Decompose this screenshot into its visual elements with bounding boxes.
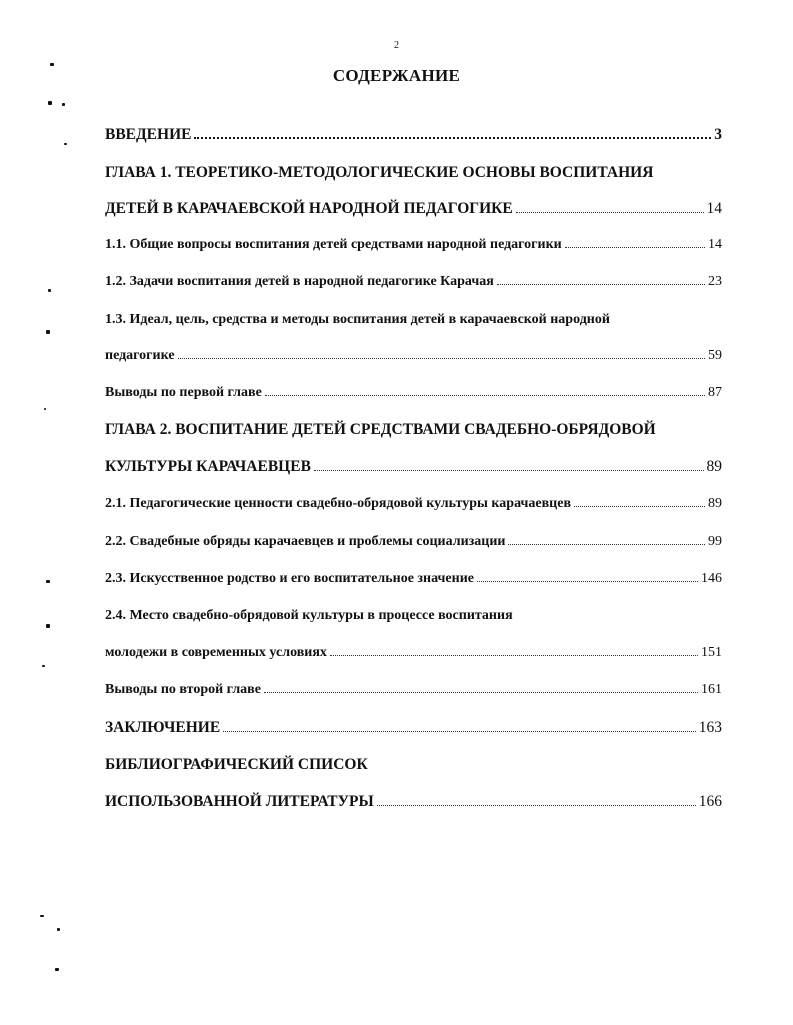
toc-entry-label: молодежи в современных условиях <box>105 645 327 660</box>
toc-entry-section-1-3 <box>105 348 722 364</box>
scan-speck <box>48 101 52 105</box>
scan-speck <box>50 63 54 66</box>
toc-entry-label: 1.2. Задачи воспитания детей в народной педагогике Карачая <box>105 274 494 289</box>
toc-page-number: 14 <box>708 237 722 252</box>
dot-leader <box>497 284 705 285</box>
scan-speck <box>57 928 60 931</box>
toc-bibliography-heading: БИБЛИОГРАФИЧЕСКИЙ СПИСОК <box>105 756 368 773</box>
scan-speck <box>42 665 45 667</box>
toc-section-1-3-heading: 1.3. Идеал, цель, средства и методы воспитания детей в карачаевской народной <box>105 312 610 327</box>
toc-entry-label: Выводы по второй главе <box>105 682 261 697</box>
scan-speck <box>62 103 65 106</box>
scan-speck <box>46 580 50 583</box>
toc-page-number: 89 <box>706 458 722 475</box>
dot-leader <box>565 247 705 248</box>
toc-entry-label: 1.1. Общие вопросы воспитания детей средствами народной педагогики <box>105 237 562 252</box>
toc-entry-label: ДЕТЕЙ В КАРАЧАЕВСКОЙ НАРОДНОЙ ПЕДАГОГИКЕ <box>105 200 513 217</box>
dot-leader <box>194 137 711 139</box>
toc-entry-label: 2.2. Свадебные обряды карачаевцев и проблемы социализации <box>105 534 506 549</box>
toc-entry-label: 2.1. Педагогические ценности свадебно-обрядовой культуры карачаевцев <box>105 496 572 511</box>
toc-entry-label: ЗАКЛЮЧЕНИЕ <box>105 719 221 736</box>
toc-entry-section-1-1 <box>105 237 722 253</box>
toc-page-number: 99 <box>708 534 722 549</box>
scan-speck <box>44 408 46 410</box>
toc-entry-conclusions-chapter-1 <box>105 385 722 401</box>
toc-entry-bibliography <box>105 793 722 811</box>
page-title: СОДЕРЖАНИЕ <box>332 66 461 85</box>
toc-entry-label: КУЛЬТУРЫ КАРАЧАЕВЦЕВ <box>105 458 311 475</box>
toc-page-number: 89 <box>708 496 722 511</box>
toc-entry-conclusion <box>105 719 722 737</box>
scan-speck <box>40 915 44 917</box>
dot-leader <box>264 692 698 693</box>
toc-entry-chapter-2 <box>105 458 722 476</box>
toc-entry-chapter-1 <box>105 200 722 218</box>
toc-page-number: 87 <box>708 385 722 400</box>
scan-speck <box>46 330 50 334</box>
dot-leader <box>314 470 704 471</box>
toc-page-number: 59 <box>708 348 722 363</box>
page-number: 2 <box>394 40 399 51</box>
scan-speck <box>55 968 59 971</box>
scan-speck <box>64 143 67 145</box>
toc-entry-section-2-4 <box>105 645 722 661</box>
toc-entry-section-1-2 <box>105 274 722 290</box>
toc-entry-section-2-1 <box>105 496 722 512</box>
dot-leader <box>330 655 698 656</box>
toc-section-2-4-heading: 2.4. Место свадебно-обрядовой культуры в процессе воспитания <box>105 608 513 623</box>
toc-page-number: 23 <box>708 274 722 289</box>
toc-entry-section-2-2 <box>105 534 722 550</box>
scan-speck <box>48 289 51 292</box>
toc-chapter-2-heading: ГЛАВА 2. ВОСПИТАНИЕ ДЕТЕЙ СРЕДСТВАМИ СВАДЕБНО-ОБРЯДОВОЙ <box>105 421 656 438</box>
dot-leader <box>178 358 705 359</box>
dot-leader <box>574 506 705 507</box>
scan-speck <box>46 624 50 628</box>
toc-entry-label: 2.3. Искусственное родство и его воспитательное значение <box>105 571 474 586</box>
dot-leader <box>477 581 698 582</box>
toc-page-number: 146 <box>701 571 722 586</box>
dot-leader <box>377 805 696 806</box>
dot-leader <box>223 731 696 732</box>
toc-entry-label: ИСПОЛЬЗОВАННОЙ ЛИТЕРАТУРЫ <box>105 793 374 810</box>
dot-leader <box>508 544 705 545</box>
toc-chapter-1-heading: ГЛАВА 1. ТЕОРЕТИКО-МЕТОДОЛОГИЧЕСКИЕ ОСНОВЫ ВОСПИТАНИЯ <box>105 164 654 181</box>
toc-page-number: 166 <box>698 793 722 810</box>
toc-page-number: 163 <box>698 719 722 736</box>
dot-leader <box>516 212 704 213</box>
toc-page-number: 3 <box>714 126 722 143</box>
toc-entry-label: педагогике <box>105 348 175 363</box>
toc-entry-label: ВВЕДЕНИЕ <box>105 126 192 143</box>
toc-page-number: 161 <box>701 682 722 697</box>
toc-page-number: 151 <box>701 645 722 660</box>
toc-entry-introduction <box>105 126 722 144</box>
toc-entry-conclusions-chapter-2 <box>105 682 722 698</box>
dot-leader <box>265 395 705 396</box>
toc-entry-label: Выводы по первой главе <box>105 385 262 400</box>
toc-page-number: 14 <box>706 200 722 217</box>
toc-entry-section-2-3 <box>105 571 722 587</box>
